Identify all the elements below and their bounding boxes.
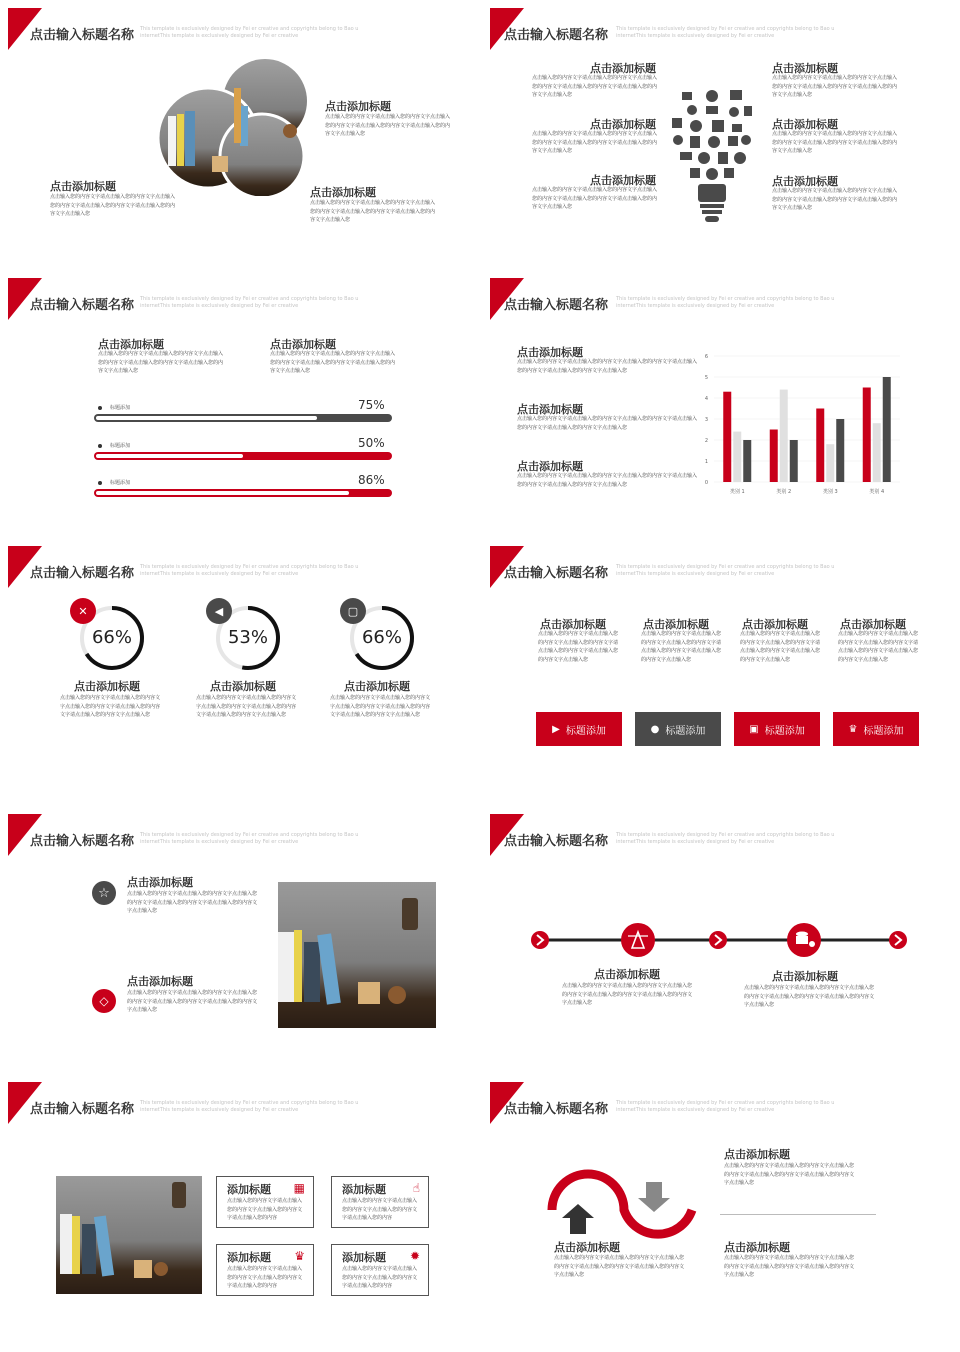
body-text: 点击输入您的内容文字请点击输入您的内容文字点击输入您的内容文字请点击输入您的内容文字请点击输入您的内容文字点击输入您: [127, 990, 258, 1013]
heading: 点击添加标题: [74, 680, 140, 693]
x-tick-label: 类别 3: [822, 489, 838, 495]
diamond-icon: ◇: [92, 989, 116, 1013]
heading: 点击添加标题: [840, 618, 906, 631]
slide-5: [0, 538, 470, 798]
heading: 点击添加标题: [127, 975, 193, 988]
heading: 点击添加标题: [310, 186, 376, 199]
heading: 点击添加标题: [517, 460, 583, 473]
slide-subtitle: This template is exclusively designed by Fei er creative and copyrights belong to Bao u internetThis template is exclusively designed by Fei er creative: [140, 1100, 359, 1113]
label-button[interactable]: [635, 712, 721, 746]
y-tick-label: 1: [704, 459, 708, 465]
y-tick-label: 3: [704, 417, 708, 423]
slide-6: [482, 538, 952, 798]
body-text: 点击输入您的内容文字请点击输入您的内容文字点击输入您的内容文字请点击输入您的内容文字请点击输入您的内容文字点击输入您: [554, 1255, 685, 1278]
y-tick-label: 6: [704, 354, 708, 360]
progress-fill: [96, 491, 349, 495]
card-body: 点击输入您的内容文字请点击输入您的内容文字点击输入您的内容文字请点击输入您的内容: [227, 1266, 303, 1289]
body-text: 点击输入您的内容文字请点击输入您的内容文字点击输入您的内容文字请点击输入您的内容文字请点击输入您的内容文字点击输入您: [838, 631, 919, 663]
bar: [723, 392, 731, 482]
body-text: 点击输入您的内容文字请点击输入您的内容文字点击输入您的内容文字请点击输入您的内容文字请点击输入您的内容文字点击输入您: [196, 695, 297, 718]
progress-fill: [96, 416, 317, 420]
slide-title: 点击输入标题名称: [504, 28, 609, 43]
x-tick-label: 类别 1: [729, 489, 745, 495]
heading: 点击添加标题: [643, 618, 709, 631]
body-text: 点击输入您的内容文字请点击输入您的内容文字点击输入您的内容文字请点击输入您的内容文字请点击输入您的内容文字点击输入您: [724, 1163, 855, 1186]
divider: [720, 1214, 876, 1215]
progress-value: 86%: [358, 473, 385, 487]
slide-title: 点击输入标题名称: [504, 1102, 609, 1117]
slide-subtitle: This template is exclusively designed by Fei er creative and copyrights belong to Bao u internetThis template is exclusively designed by Fei er creative: [616, 1100, 835, 1113]
heading: 点击添加标题: [98, 338, 164, 351]
slide-title: 点击输入标题名称: [504, 566, 609, 581]
bar: [733, 432, 741, 482]
heading: 点击添加标题: [554, 1241, 620, 1254]
bar: [883, 377, 891, 482]
slide-subtitle: This template is exclusively designed by Fei er creative and copyrights belong to Bao u internetThis template is exclusively designed by Fei er creative: [140, 26, 359, 39]
lightbulb-icon: [662, 78, 762, 228]
megaphone-icon: ◀: [206, 598, 232, 624]
body-text: 点击输入您的内容文字请点击输入您的内容文字点击输入您的内容文字请点击输入您的内容文字请点击输入您的内容文字点击输入您: [330, 695, 431, 718]
heading: 点击添加标题: [590, 62, 656, 75]
slide-7: [0, 806, 470, 1066]
heading: 点击添加标题: [772, 62, 838, 75]
ring-value: 66%: [91, 627, 132, 648]
body-text: 点击输入您的内容文字请点击输入您的内容文字点击输入您的内容文字请点击输入您的内容文字请点击输入您的内容文字点击输入您: [538, 631, 619, 663]
card-title: 添加标题: [342, 1251, 386, 1264]
y-tick-label: 0: [704, 480, 708, 486]
card-title: 添加标题: [227, 1251, 271, 1264]
body-text: 点击输入您的内容文字请点击输入您的内容文字点击输入您的内容文字请点击输入您的内容文字请点击输入您的内容文字点击输入您: [270, 351, 396, 374]
bullet-dot: [98, 444, 102, 448]
body-text: 点击输入您的内容文字请点击输入您的内容文字点击输入您的内容文字请点击输入您的内容文字请点击输入您的内容文字点击输入您: [98, 351, 224, 374]
slide-2: [482, 0, 952, 260]
heading: 点击添加标题: [517, 346, 583, 359]
card-title: 添加标题: [342, 1183, 386, 1196]
slide-title: 点击输入标题名称: [30, 1102, 135, 1117]
heading: 点击添加标题: [590, 174, 656, 187]
bar: [836, 419, 844, 482]
y-tick-label: 5: [704, 375, 708, 381]
card-title: 添加标题: [227, 1183, 271, 1196]
photo-circles: [150, 56, 320, 196]
timeline: [522, 922, 922, 962]
heading: 点击添加标题: [772, 970, 838, 983]
body-text: 点击输入您的内容文字请点击输入您的内容文字点击输入您的内容文字请点击输入您的内容文字请点击输入您的内容文字点击输入您: [740, 631, 821, 663]
trophy-icon: ♛: [294, 1249, 305, 1263]
lock-icon: ▣: [749, 723, 759, 735]
card-body: 点击输入您的内容文字请点击输入您的内容文字点击输入您的内容文字请点击输入您的内容: [342, 1198, 418, 1221]
body-text: 点击输入您的内容文字请点击输入您的内容文字点击输入您的内容文字请点击输入您的内容文字请点击输入您的内容文字点击输入您: [772, 188, 898, 211]
progress-label: 标题添加: [110, 405, 131, 411]
heading: 点击添加标题: [540, 618, 606, 631]
heading: 点击添加标题: [127, 876, 193, 889]
info-card: [216, 1244, 314, 1296]
heading: 点击添加标题: [344, 680, 410, 693]
progress-fill: [96, 454, 243, 458]
body-text: 点击输入您的内容文字请点击输入您的内容文字点击输入您的内容文字请点击输入您的内容文字请点击输入您的内容文字点击输入您: [532, 131, 658, 154]
heading: 点击添加标题: [270, 338, 336, 351]
label-button[interactable]: [536, 712, 622, 746]
slide-subtitle: This template is exclusively designed by Fei er creative and copyrights belong to Bao u internetThis template is exclusively designed by Fei er creative: [616, 296, 835, 309]
bullet-dot: [98, 406, 102, 410]
bar: [873, 423, 881, 482]
progress-label: 标题添加: [110, 480, 131, 486]
play-icon: ▶: [552, 723, 560, 735]
trophy-icon: ♛: [848, 723, 858, 735]
slide-subtitle: This template is exclusively designed by Fei er creative and copyrights belong to Bao u internetThis template is exclusively designed by Fei er creative: [616, 832, 835, 845]
body-text: 点击输入您的内容文字请点击输入您的内容文字点击输入您的内容文字请点击输入您的内容文字请点击输入您的内容文字点击输入您: [772, 75, 898, 98]
body-text: 点击输入您的内容文字请点击输入您的内容文字点击输入您的内容文字请点击输入您的内容文字请点击输入您的内容文字点击输入您: [532, 75, 658, 98]
slide-title: 点击输入标题名称: [30, 298, 135, 313]
slide-subtitle: This template is exclusively designed by Fei er creative and copyrights belong to Bao u internetThis template is exclusively designed by Fei er creative: [140, 832, 359, 845]
tools-icon: ✕: [70, 598, 96, 624]
slide-10: [482, 1074, 952, 1334]
body-text: 点击输入您的内容文字请点击输入您的内容文字点击输入您的内容文字请点击输入您的内容文字请点击输入您的内容文字点击输入您: [127, 891, 258, 914]
heading: 点击添加标题: [742, 618, 808, 631]
bullet-dot: [98, 481, 102, 485]
body-text: 点击输入您的内容文字请点击输入您的内容文字点击输入您的内容文字请点击输入您的内容文字请点击输入您的内容文字点击输入您: [517, 473, 698, 488]
ring-value: 66%: [361, 627, 402, 648]
body-text: 点击输入您的内容文字请点击输入您的内容文字点击输入您的内容文字请点击输入您的内容文字请点击输入您的内容文字点击输入您: [60, 695, 161, 718]
button-label: 标题添加: [863, 725, 904, 737]
heading: 点击添加标题: [50, 180, 116, 193]
card-body: 点击输入您的内容文字请点击输入您的内容文字点击输入您的内容文字请点击输入您的内容: [227, 1198, 303, 1221]
slide-3: [0, 270, 470, 530]
body-text: 点击输入您的内容文字请点击输入您的内容文字点击输入您的内容文字请点击输入您的内容文字请点击输入您的内容文字点击输入您: [325, 114, 451, 137]
info-card: [331, 1176, 429, 1228]
progress-value: 75%: [358, 398, 385, 412]
y-tick-label: 4: [704, 396, 708, 402]
progress-bar: [94, 452, 392, 460]
thumbs-up-icon: ☝: [412, 1181, 420, 1195]
slide-subtitle: This template is exclusively designed by Fei er creative and copyrights belong to Bao u internetThis template is exclusively designed by Fei er creative: [140, 296, 359, 309]
heading: 点击添加标题: [210, 680, 276, 693]
heading: 点击添加标题: [325, 100, 391, 113]
slide-8: [482, 806, 952, 1066]
chat-icon: ▢: [340, 598, 366, 624]
heading: 点击添加标题: [772, 118, 838, 131]
heading: 点击添加标题: [517, 403, 583, 416]
s-curve-arrows: [542, 1160, 702, 1250]
body-text: 点击输入您的内容文字请点击输入您的内容文字点击输入您的内容文字请点击输入您的内容文字请点击输入您的内容文字点击输入您: [310, 200, 436, 223]
progress-bar: [94, 489, 392, 497]
progress-bar: [94, 414, 392, 422]
heading: 点击添加标题: [724, 1148, 790, 1161]
progress-label: 标题添加: [110, 443, 131, 449]
bar: [780, 390, 788, 482]
slide-4: [482, 270, 952, 530]
y-tick-label: 2: [704, 438, 708, 444]
bar: [816, 409, 824, 483]
slide-1: [0, 0, 470, 260]
slide-title: 点击输入标题名称: [30, 834, 135, 849]
body-text: 点击输入您的内容文字请点击输入您的内容文字点击输入您的内容文字请点击输入您的内容文字请点击输入您的内容文字点击输入您: [532, 187, 658, 210]
info-card: [331, 1244, 429, 1296]
body-text: 点击输入您的内容文字请点击输入您的内容文字点击输入您的内容文字请点击输入您的内容文字请点击输入您的内容文字点击输入您: [744, 985, 875, 1008]
heading: 点击添加标题: [724, 1241, 790, 1254]
bar: [743, 440, 751, 482]
slide-subtitle: This template is exclusively designed by Fei er creative and copyrights belong to Bao u internetThis template is exclusively designed by Fei er creative: [616, 26, 835, 39]
heading: 点击添加标题: [772, 175, 838, 188]
button-label: 标题添加: [665, 725, 706, 737]
slide-title: 点击输入标题名称: [30, 28, 135, 43]
slide-subtitle: This template is exclusively designed by Fei er creative and copyrights belong to Bao u internetThis template is exclusively designed by Fei er creative: [140, 564, 359, 577]
star-icon: ☆: [92, 881, 116, 905]
progress-value: 50%: [358, 436, 385, 450]
user-icon: ●: [650, 723, 660, 735]
slide-title: 点击输入标题名称: [504, 298, 609, 313]
body-text: 点击输入您的内容文字请点击输入您的内容文字点击输入您的内容文字请点击输入您的内容文字请点击输入您的内容文字点击输入您: [50, 194, 176, 217]
body-text: 点击输入您的内容文字请点击输入您的内容文字点击输入您的内容文字请点击输入您的内容文字请点击输入您的内容文字点击输入您: [641, 631, 722, 663]
info-card: [216, 1176, 314, 1228]
bar: [863, 388, 871, 483]
slide-subtitle: This template is exclusively designed by Fei er creative and copyrights belong to Bao u internetThis template is exclusively designed by Fei er creative: [616, 564, 835, 577]
bookshelf-photo: [278, 882, 436, 1028]
slide-title: 点击输入标题名称: [504, 834, 609, 849]
label-button[interactable]: [734, 712, 820, 746]
body-text: 点击输入您的内容文字请点击输入您的内容文字点击输入您的内容文字请点击输入您的内容文字请点击输入您的内容文字点击输入您: [517, 416, 698, 431]
x-tick-label: 类别 4: [869, 489, 885, 495]
body-text: 点击输入您的内容文字请点击输入您的内容文字点击输入您的内容文字请点击输入您的内容文字请点击输入您的内容文字点击输入您: [562, 983, 693, 1006]
chart-icon: ▦: [293, 1181, 305, 1195]
ring-value: 53%: [227, 627, 268, 648]
bar: [770, 430, 778, 483]
gear-icon: ✹: [409, 1249, 420, 1263]
slide-title: 点击输入标题名称: [30, 566, 135, 581]
heading: 点击添加标题: [594, 968, 660, 981]
x-tick-label: 类别 2: [776, 489, 792, 495]
label-button[interactable]: [833, 712, 919, 746]
heading: 点击添加标题: [590, 118, 656, 131]
bar: [790, 440, 798, 482]
button-label: 标题添加: [764, 725, 805, 737]
body-text: 点击输入您的内容文字请点击输入您的内容文字点击输入您的内容文字请点击输入您的内容文字请点击输入您的内容文字点击输入您: [517, 359, 698, 374]
button-label: 标题添加: [565, 725, 606, 737]
body-text: 点击输入您的内容文字请点击输入您的内容文字点击输入您的内容文字请点击输入您的内容文字请点击输入您的内容文字点击输入您: [724, 1255, 855, 1278]
slide-9: [0, 1074, 470, 1334]
card-body: 点击输入您的内容文字请点击输入您的内容文字点击输入您的内容文字请点击输入您的内容: [342, 1266, 418, 1289]
bar: [826, 444, 834, 482]
bar-chart: [700, 350, 910, 500]
body-text: 点击输入您的内容文字请点击输入您的内容文字点击输入您的内容文字请点击输入您的内容文字请点击输入您的内容文字点击输入您: [772, 131, 898, 154]
bookshelf-photo: [56, 1176, 202, 1294]
